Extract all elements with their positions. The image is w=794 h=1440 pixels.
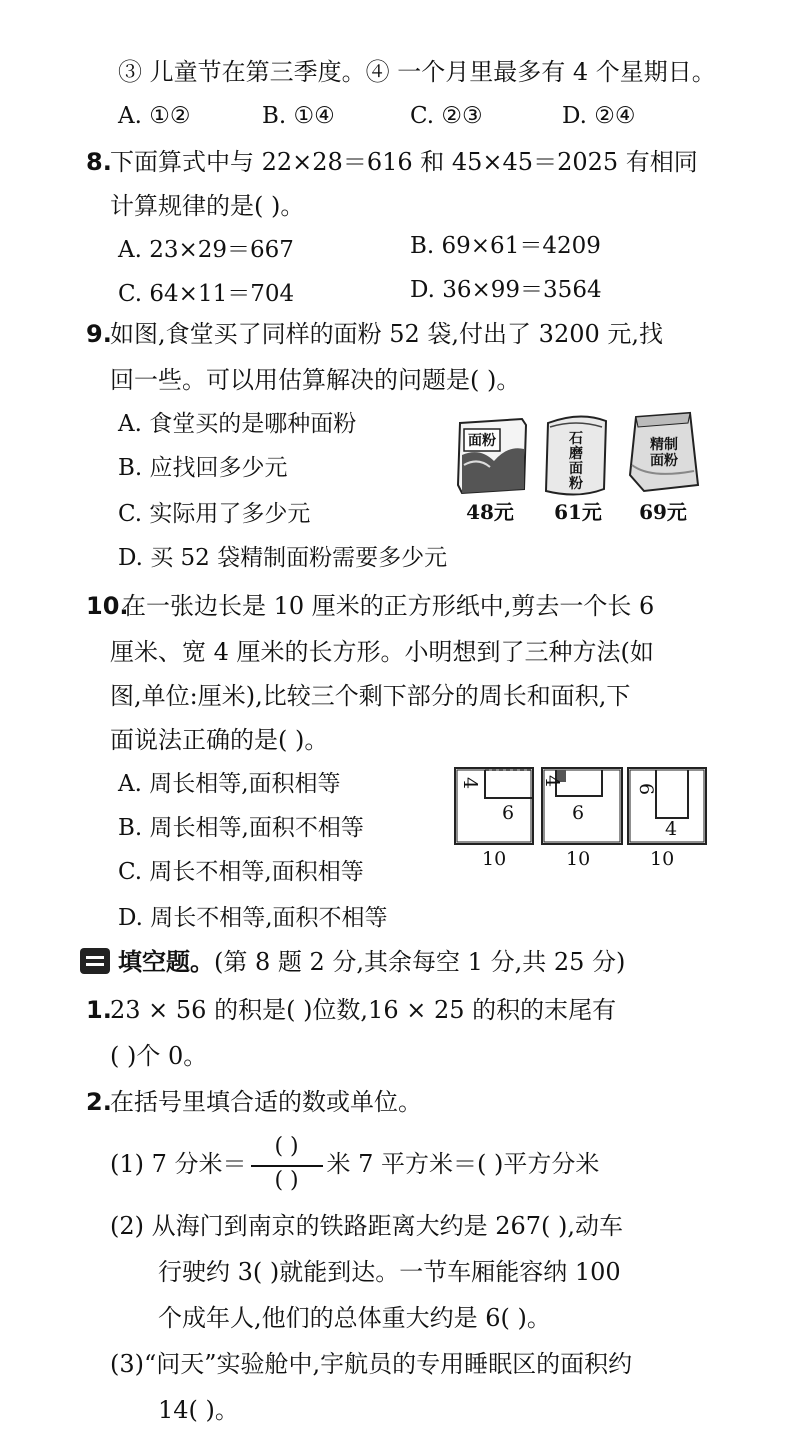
f2-p2-line1: (2) 从海门到南京的铁路距离大约是 267( ),动车 xyxy=(110,1212,624,1240)
bag-1-label: 面粉 xyxy=(468,433,496,449)
q10-option-c: C. 周长不相等,面积相等 xyxy=(118,859,364,885)
q9-option-d: D. 买 52 袋精制面粉需要多少元 xyxy=(118,545,448,571)
bag-3-price: 69元 xyxy=(639,500,687,524)
f2-p2-line3: 个成年人,他们的总体重大约是 6( )。 xyxy=(158,1304,551,1332)
q10-option-b: B. 周长相等,面积不相等 xyxy=(118,815,364,841)
flour-bag-3 xyxy=(630,413,698,491)
fig3-side-label: 6 xyxy=(635,782,658,796)
q8-option-b: B. 69×61＝4209 xyxy=(410,233,601,259)
q10-option-a: A. 周长相等,面积相等 xyxy=(118,771,341,797)
q10-line1: 在一张边长是 10 厘米的正方形纸中,剪去一个长 6 xyxy=(122,592,655,620)
q8-option-c: C. 64×11＝704 xyxy=(118,281,295,307)
fig1-side-label: 4 xyxy=(459,776,482,790)
bag-1-price: 48元 xyxy=(466,500,514,524)
f2-part1 xyxy=(110,1134,599,1194)
f2-p1-suffix: 米 7 平方米＝( )平方分米 xyxy=(326,1150,600,1178)
q7-option-c: C. ②③ xyxy=(410,103,483,129)
q9-number: 9. xyxy=(86,320,112,348)
q9-line1: 如图,食堂买了同样的面粉 52 袋,付出了 3200 元,找 xyxy=(110,320,664,348)
fig2-side-label: 4 xyxy=(541,774,564,788)
fig1-inner-label: 6 xyxy=(502,802,515,824)
q7-option-a: A. ①② xyxy=(118,103,191,129)
f1-line1: 23 × 56 的积是( )位数,16 × 25 的积的末尾有 xyxy=(110,996,617,1024)
q10-number: 10. xyxy=(86,592,129,620)
q8-option-a: A. 23×29＝667 xyxy=(118,237,294,263)
f1-line2: ( )个 0。 xyxy=(110,1042,208,1070)
fig3-bottom-label: 10 xyxy=(650,848,675,870)
flour-bag-1 xyxy=(458,419,526,493)
q9-option-c: C. 实际用了多少元 xyxy=(118,501,311,527)
f2-p3-line1: (3)“问天”实验舱中,宇航员的专用睡眠区的面积约 xyxy=(110,1350,633,1378)
fraction-blank xyxy=(249,1133,325,1196)
q10-line3: 图,单位:厘米),比较三个剩下部分的周长和面积,下 xyxy=(110,682,631,710)
bag-2-label-4: 粉 xyxy=(569,476,583,492)
flour-bags-figure xyxy=(450,405,710,500)
q8-option-d: D. 36×99＝3564 xyxy=(410,277,602,303)
flour-bag-2 xyxy=(546,416,606,494)
q7-option-d: D. ②④ xyxy=(562,103,636,129)
fraction-bar xyxy=(251,1165,323,1167)
f2-p1-prefix: (1) 7 分米＝ xyxy=(110,1150,247,1178)
fraction-numerator: ( ) xyxy=(274,1133,299,1159)
bag-2-label-2: 磨 xyxy=(569,446,583,462)
fraction-denominator: ( ) xyxy=(274,1167,299,1193)
fig3-inner-label: 4 xyxy=(665,818,678,840)
f2-p3-line2: 14( )。 xyxy=(158,1396,239,1424)
bag-2-price: 61元 xyxy=(554,500,602,524)
section2-title: 填空题。 xyxy=(118,948,214,976)
f2-number: 2. xyxy=(86,1088,112,1116)
fig1-bottom-label: 10 xyxy=(482,848,507,870)
q10-line4: 面说法正确的是( )。 xyxy=(110,726,329,754)
q9-option-a: A. 食堂买的是哪种面粉 xyxy=(118,411,357,437)
f2-title: 在括号里填合适的数或单位。 xyxy=(110,1088,422,1116)
q10-line2: 厘米、宽 4 厘米的长方形。小明想到了三种方法(如 xyxy=(110,638,654,666)
f2-p2-line2: 行驶约 3( )就能到达。一节车厢能容纳 100 xyxy=(158,1258,621,1286)
section2-header xyxy=(80,946,625,978)
q8-number: 8. xyxy=(86,148,112,176)
q8-line2: 计算规律的是( )。 xyxy=(110,192,305,220)
bag-2-label-3: 面 xyxy=(569,461,583,477)
section-two-icon xyxy=(80,948,110,974)
q9-option-b: B. 应找回多少元 xyxy=(118,455,288,481)
q9-line2: 回一些。可以用估算解决的问题是( )。 xyxy=(110,366,521,394)
f1-number: 1. xyxy=(86,996,112,1024)
fig2-bottom-label: 10 xyxy=(566,848,591,870)
q7-option-b: B. ①④ xyxy=(262,103,335,129)
q10-option-d: D. 周长不相等,面积不相等 xyxy=(118,905,388,931)
q8-line1: 下面算式中与 22×28＝616 和 45×45＝2025 有相同 xyxy=(110,148,698,176)
bag-3-label-2: 面粉 xyxy=(650,453,678,469)
section2-note: (第 8 题 2 分,其余每空 1 分,共 25 分) xyxy=(214,948,626,976)
bag-3-label-1: 精制 xyxy=(650,437,678,453)
bag-2-label-1: 石 xyxy=(569,431,583,447)
fig2-inner-label: 6 xyxy=(572,802,585,824)
q7-statement-line: ③ 儿童节在第三季度。④ 一个月里最多有 4 个星期日。 xyxy=(118,58,716,86)
